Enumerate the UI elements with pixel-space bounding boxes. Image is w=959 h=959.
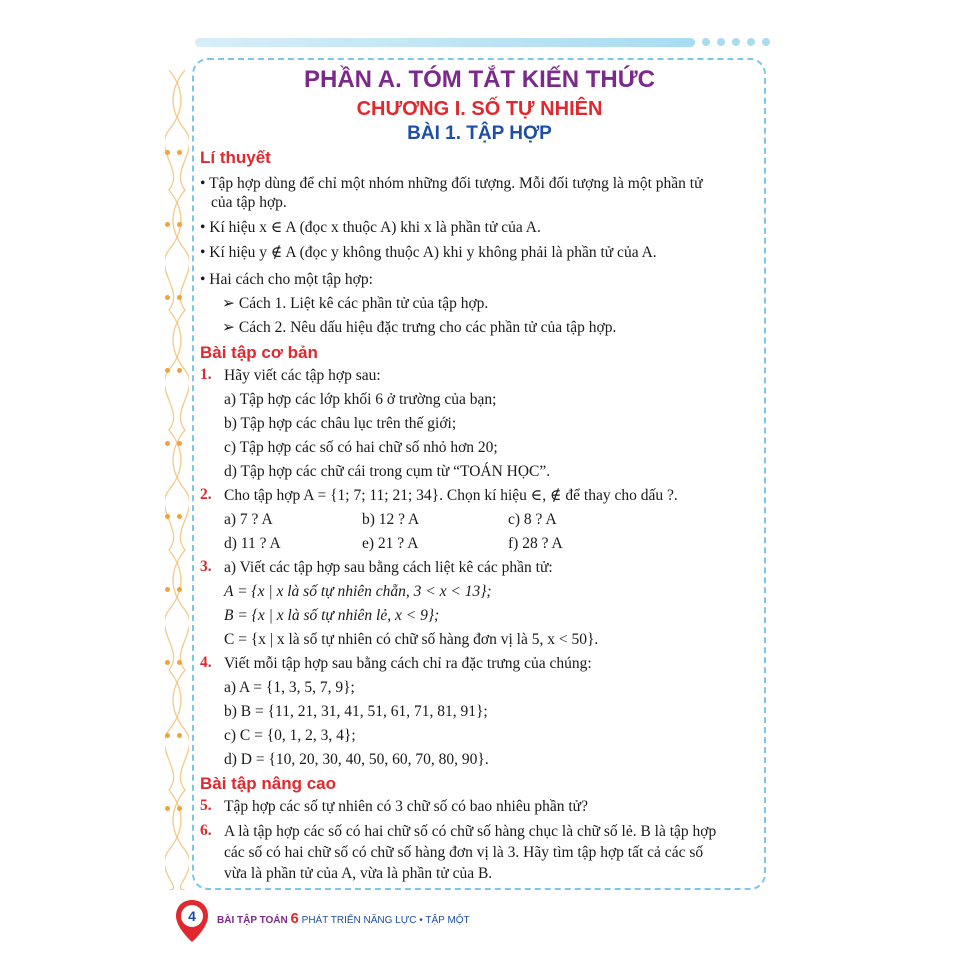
q1-c: c) Tập hợp các số có hai chữ số nhỏ hơn 20; xyxy=(224,439,498,456)
theory-bullet-1b: của tập hợp. xyxy=(211,194,287,211)
q2-e: e) 21 ? A xyxy=(362,535,419,552)
footer-grade: 6 xyxy=(290,910,299,927)
q4-b: b) B = {11, 21, 31, 41, 51, 61, 71, 81, 91}; xyxy=(224,703,488,720)
theory-way-1: ➢ Cách 1. Liệt kê các phần tử của tập hợp. xyxy=(222,295,489,312)
q5-number: 5. xyxy=(200,797,212,814)
chapter-title: CHƯƠNG I. SỐ TỰ NHIÊN xyxy=(356,98,603,120)
footer-book-title: BÀI TẬP TOÁN xyxy=(217,915,288,926)
theory-bullet-2: • Kí hiệu x ∈ A (đọc x thuộc A) khi x là phần tử của A. xyxy=(200,219,541,236)
q2-a: a) 7 ? A xyxy=(224,511,273,528)
q4-c: c) C = {0, 1, 2, 3, 4}; xyxy=(224,727,356,744)
q2-text: Cho tập hợp A = {1; 7; 11; 21; 34}. Chọn kí hiệu ∈, ∉ để thay cho dấu ?. xyxy=(224,487,678,504)
advanced-heading: Bài tập nâng cao xyxy=(200,774,337,793)
basic-heading: Bài tập cơ bản xyxy=(200,343,318,362)
q2-b: b) 12 ? A xyxy=(362,511,420,528)
q1-number: 1. xyxy=(200,366,212,383)
q3-number: 3. xyxy=(200,558,212,575)
q3-line-2: B = {x | x là số tự nhiên lẻ, x < 9}; xyxy=(224,607,440,624)
q1-d: d) Tập hợp các chữ cái trong cụm từ “TOÁN HỌC”. xyxy=(224,463,551,480)
q1-a: a) Tập hợp các lớp khối 6 ở trường của bạn; xyxy=(224,391,497,408)
q6-line-3: vừa là phần tử của A, vừa là phần tử của B. xyxy=(224,865,493,882)
lesson-title: BÀI 1. TẬP HỢP xyxy=(407,123,552,144)
q4-a: a) A = {1, 3, 5, 7, 9}; xyxy=(224,679,355,696)
footer-subtitle: PHÁT TRIỂN NĂNG LỰC • TẬP MỘT xyxy=(301,915,470,926)
top-decor-bar xyxy=(195,38,695,47)
page-number: 4 xyxy=(188,908,196,924)
q1-b: b) Tập hợp các châu lục trên thế giới; xyxy=(224,415,457,432)
theory-bullet-3: • Kí hiệu y ∉ A (đọc y không thuộc A) khi y không phải là phần tử của A. xyxy=(200,244,657,261)
q2-f: f) 28 ? A xyxy=(508,535,563,552)
q3-line-1: A = {x | x là số tự nhiên chẵn, 3 < x < 13}; xyxy=(224,583,492,600)
q6-line-1: A là tập hợp các số có hai chữ số có chữ số hàng chục là chữ số lẻ. B là tập hợp xyxy=(224,823,717,840)
page-pin-icon xyxy=(174,898,210,944)
q3-text: a) Viết các tập hợp sau bằng cách liệt kê các phần tử: xyxy=(224,559,553,576)
theory-way-2: ➢ Cách 2. Nêu dấu hiệu đặc trưng cho các phần tử của tập hợp. xyxy=(222,319,617,336)
q2-d: d) 11 ? A xyxy=(224,535,281,552)
q6-line-2: các số có hai chữ số có chữ số hàng đơn vị là 3. Hãy tìm tập hợp tất cả các số xyxy=(224,844,704,861)
q5-text: Tập hợp các số tự nhiên có 3 chữ số có bao nhiêu phần tử? xyxy=(224,798,588,815)
part-title: PHẦN A. TÓM TẮT KIẾN THỨC xyxy=(304,66,655,93)
theory-bullet-4: • Hai cách cho một tập hợp: xyxy=(200,271,373,288)
q6-number: 6. xyxy=(200,822,212,839)
footer-title xyxy=(217,910,470,927)
q2-number: 2. xyxy=(200,486,212,503)
q2-c: c) 8 ? A xyxy=(508,511,557,528)
q4-text: Viết mỗi tập hợp sau bằng cách chỉ ra đặc trưng của chúng: xyxy=(224,655,592,672)
q4-number: 4. xyxy=(200,654,212,671)
q1-text: Hãy viết các tập hợp sau: xyxy=(224,367,381,384)
theory-heading: Lí thuyết xyxy=(200,148,271,167)
theory-bullet-1a: • Tập hợp dùng để chỉ một nhóm những đối tượng. Mỗi đối tượng là một phần tử xyxy=(200,175,703,192)
top-decor-dots xyxy=(702,38,770,46)
helix-decoration xyxy=(165,70,189,890)
q3-line-3: C = {x | x là số tự nhiên có chữ số hàng đơn vị là 5, x < 50}. xyxy=(224,631,599,648)
q4-d: d) D = {10, 20, 30, 40, 50, 60, 70, 80, 90}. xyxy=(224,751,489,768)
